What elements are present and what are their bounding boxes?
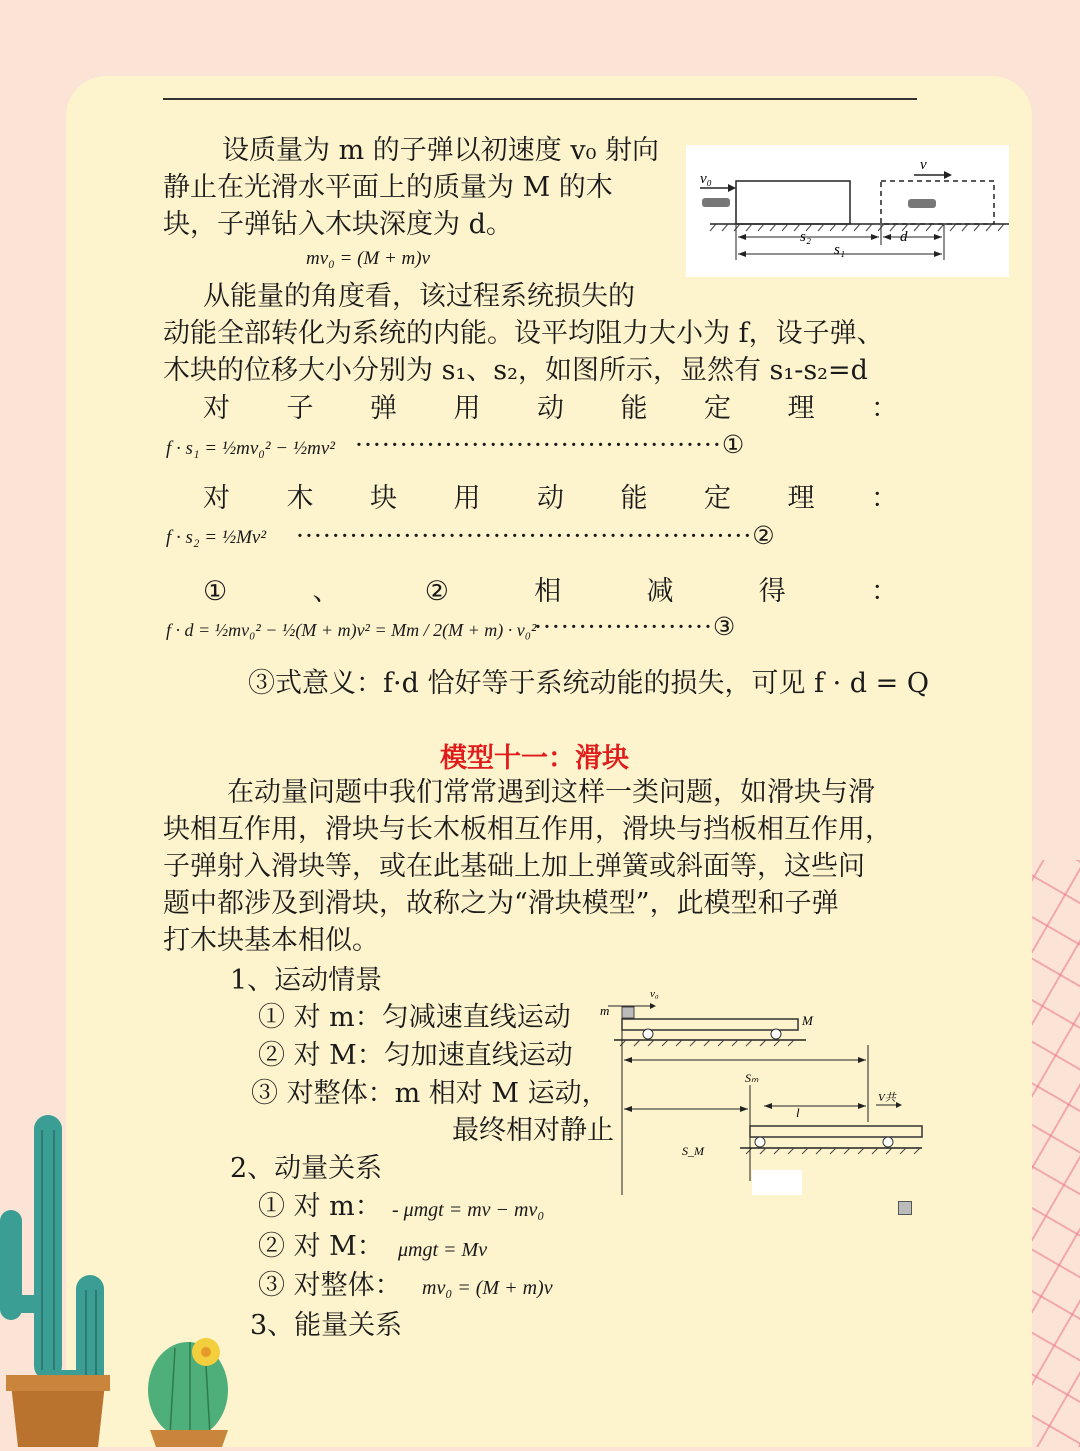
- motion-item-whole: ③ 对整体：m 相对 M 运动，: [251, 1078, 609, 1109]
- board-end: [750, 1126, 922, 1137]
- section2-para-line1: 在动量问题中我们常常遇到这样一类问题，如滑块与滑: [227, 777, 875, 808]
- equation-1-marker: ·········································①: [355, 430, 746, 459]
- bullet-block-figure: [686, 145, 1009, 277]
- theorem-line-block: 对 木 块 用 动 能 定 理 ：: [203, 483, 898, 514]
- fig2-sM-label: S_M: [682, 1144, 704, 1158]
- subtract-line: ① 、 ② 相 减 得 ：: [203, 576, 898, 607]
- equation-1: f · s₁ = ½mv₀² − ½mv²: [166, 438, 335, 459]
- bullet-embedded-icon: [908, 199, 936, 208]
- cactus-icon: [0, 1090, 240, 1447]
- fig1-v-label: v: [920, 157, 927, 173]
- motion-item-M: ② 对 M：匀加速直线运动: [258, 1040, 573, 1071]
- para2-line3: 木块的位移大小分别为 s₁、s₂，如图所示，显然有 s₁-s₂=d: [163, 355, 868, 386]
- momentum-item-M-label: ② 对 M：: [258, 1231, 384, 1262]
- para2-line2: 动能全部转化为系统的内能。设平均阻力大小为 f，设子弹、: [163, 318, 884, 349]
- slider-board-diagram: [600, 985, 930, 1195]
- equation-2: f · s₂ = ½Mv²: [166, 527, 267, 548]
- fig2-vcommon-label: V共: [878, 1092, 896, 1104]
- equation-2-marker: ···················································②: [296, 521, 776, 550]
- para2-line1: 从能量的角度看，该过程系统损失的: [203, 281, 635, 312]
- fig1-v0-label: v₀: [700, 171, 712, 187]
- equation-3: f · d = ½mv₀² − ½(M + m)v² = Mm / 2(M + m) · v₀²: [166, 620, 537, 640]
- slider-start: [622, 1007, 634, 1018]
- block-start: [736, 181, 850, 224]
- bullet-icon: [702, 198, 730, 207]
- section2-para-line4: 题中都涉及到滑块，故称之为“滑块模型”，此模型和子弹: [163, 888, 839, 919]
- equation-momentum: mv₀ = (M + m)v: [306, 248, 431, 269]
- momentum-item-M-equation: μmgt = Mv: [398, 1239, 488, 1261]
- fig2-v0-label: v₀: [650, 988, 659, 1000]
- cactus-illustration: [0, 1090, 240, 1447]
- bullet-block-diagram: [686, 145, 1009, 277]
- board-start: [622, 1019, 798, 1030]
- section2-para-line5: 打木块基本相似。: [163, 925, 379, 956]
- section2-para-line3: 子弹射入滑块等，或在此基础上加上弹簧或斜面等，这些问: [163, 851, 865, 882]
- slider-board-figure: [600, 985, 930, 1195]
- momentum-item-m-equation: - μmgt = mv − mv₀: [392, 1199, 545, 1221]
- fig1-s2-label: s₂: [800, 229, 812, 245]
- heading-energy: 3、能量关系: [250, 1310, 403, 1341]
- section2-para-line2: 块相互作用，滑块与长木板相互作用，滑块与挡板相互作用，: [163, 814, 892, 845]
- fig2-M-label: M: [802, 1013, 813, 1028]
- para1-line2: 静止在光滑水平面上的质量为 M 的木: [163, 172, 613, 203]
- momentum-item-whole-label: ③ 对整体：: [258, 1270, 402, 1301]
- fig2-sm-label: Sₘ: [745, 1071, 759, 1085]
- small-square-mark: [898, 1201, 912, 1215]
- fig1-d-label: d: [900, 229, 908, 245]
- para1-line3: 块，子弹钻入木块深度为 d。: [163, 209, 513, 240]
- motion-item-whole-cont: 最终相对静止: [452, 1115, 614, 1146]
- momentum-item-m-label: ① 对 m：: [258, 1191, 382, 1222]
- heading-motion: 1、运动情景: [230, 965, 383, 996]
- fig2-m-label: m: [600, 1003, 610, 1018]
- top-divider: [163, 98, 917, 100]
- equation-3-meaning: ③式意义：f·d 恰好等于系统动能的损失，可见 f · d = Q: [248, 668, 929, 699]
- blank-box: [752, 1170, 802, 1195]
- theorem-line-bullet: 对 子 弹 用 动 能 定 理 ：: [203, 393, 898, 424]
- fig2-l-label: l: [796, 1105, 800, 1120]
- section-title: 模型十一：滑块: [440, 743, 629, 774]
- block-end: [881, 181, 994, 224]
- motion-item-m: ① 对 m：匀减速直线运动: [258, 1002, 571, 1033]
- momentum-item-whole-equation: mv₀ = (M + m)v: [422, 1277, 553, 1299]
- fig1-s1-label: s₁: [834, 242, 846, 258]
- heading-momentum: 2、动量关系: [230, 1153, 383, 1184]
- equation-3-marker: ····················③: [534, 612, 737, 641]
- para1-line1: 设质量为 m 的子弹以初速度 v₀ 射向: [222, 135, 660, 166]
